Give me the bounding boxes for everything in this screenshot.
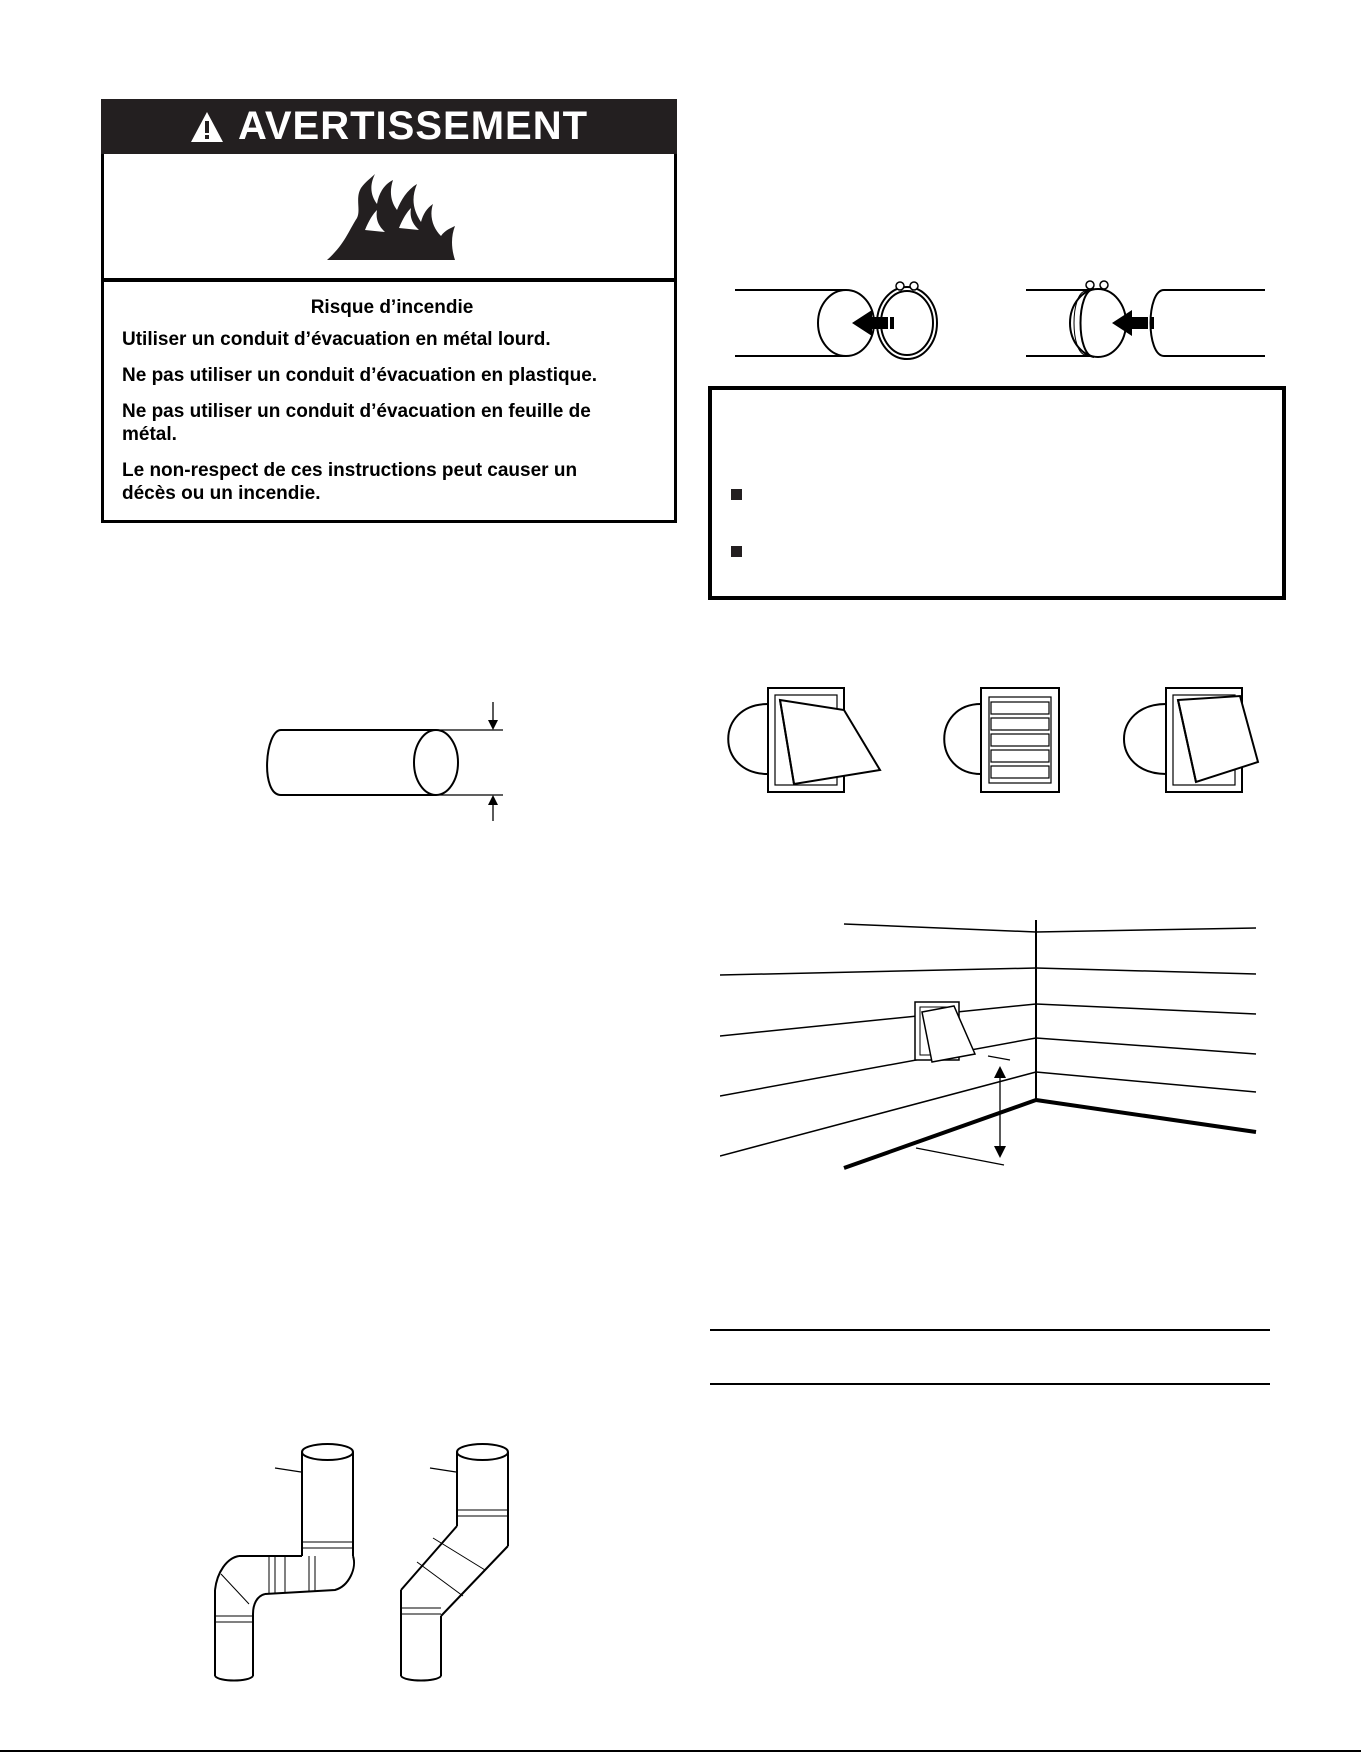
warning-header: [101, 99, 677, 154]
footer-rule: [0, 1750, 1361, 1752]
table-rule-bottom: [710, 1383, 1270, 1385]
bullet-icon: [731, 546, 742, 557]
wall-vent-height-illustration: [720, 920, 1260, 1170]
duct-clamp-illustration: [730, 270, 1270, 370]
warning-line-4: Le non-respect de ces instructions peut causer un décès ou un incendie.: [122, 460, 578, 504]
warning-heading: Risque d’incendie: [310, 297, 474, 318]
warning-line-2: Ne pas utiliser un conduit d’évacuation en plastique.: [122, 365, 598, 386]
warning-line-3: Ne pas utiliser un conduit d’évacuation en feuille de métal.: [122, 401, 591, 445]
warning-divider: [101, 278, 677, 282]
vent-hoods-illustration: [710, 682, 1270, 797]
warning-line-1: Utiliser un conduit d’évacuation en métal lourd.: [122, 329, 551, 350]
elbow-ducts-illustration: [205, 1438, 535, 1688]
table-rule-top: [710, 1329, 1270, 1331]
warning-triangle-icon: [190, 111, 224, 143]
rigid-duct-illustration: [255, 690, 515, 825]
fire-icon: [325, 170, 457, 262]
warning-body: [122, 296, 662, 518]
bullet-icon: [731, 489, 742, 500]
warning-title: AVERTISSEMENT: [237, 104, 589, 148]
tip-box: [708, 386, 1286, 600]
